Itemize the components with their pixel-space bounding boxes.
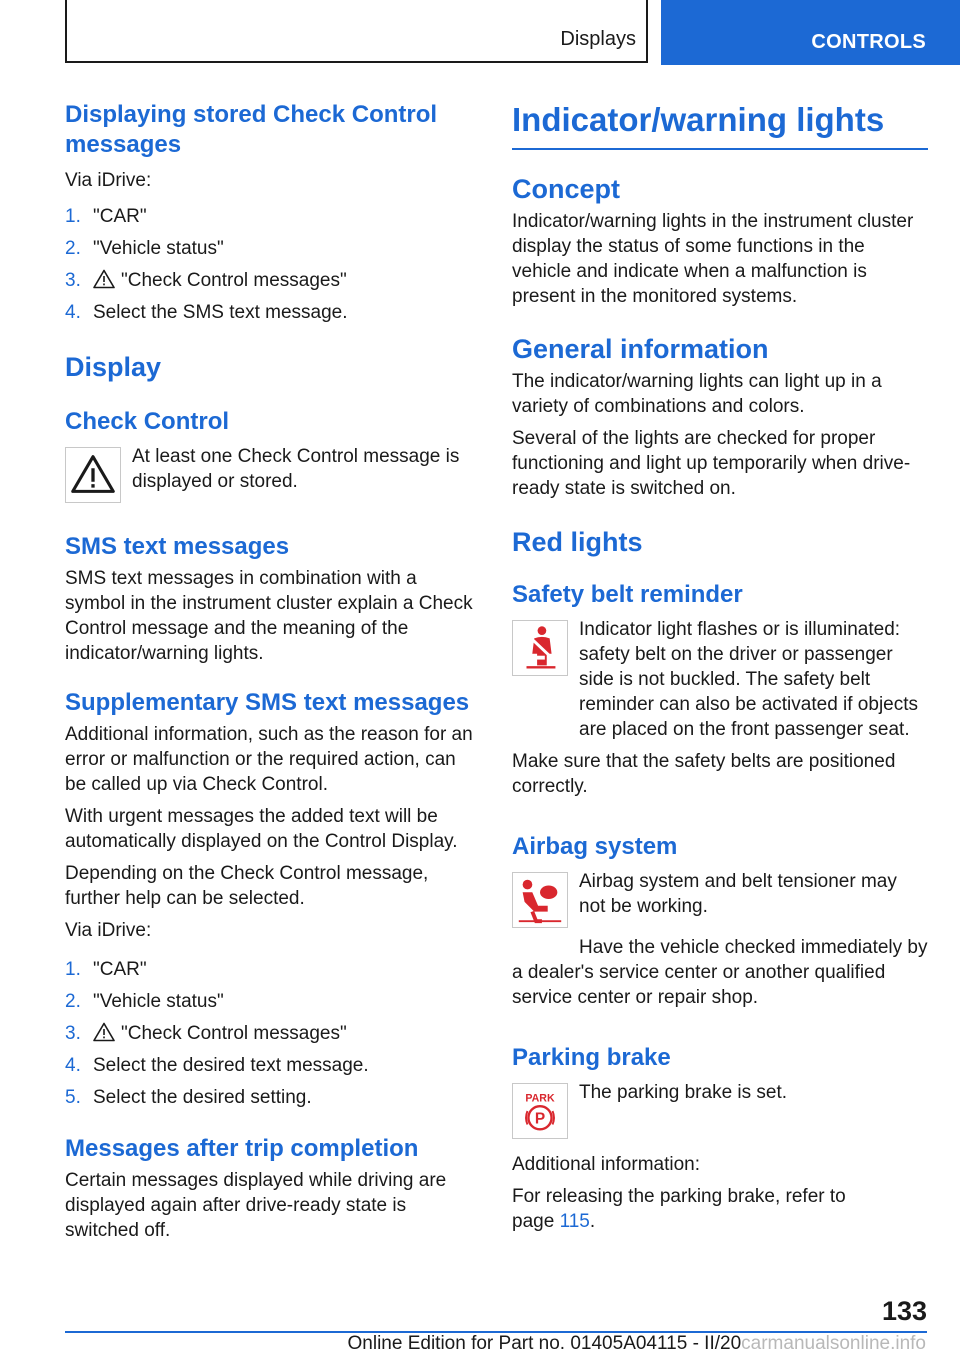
release-text: For releasing the parking brake, refer to page 115. [512,1186,846,1232]
safety-belt-p2: Make sure that the safety belts are positioned correctly. [512,751,896,797]
page-title: Indicator/warning lights [512,100,928,150]
supplementary-p3: Depending on the Check Control message, further help can be selected. [65,863,429,909]
list-item: 3. "Check Control messages" [65,1023,347,1044]
via-idrive-label: Via iDrive: [65,170,152,191]
page-number: 133 [881,1296,927,1326]
airbag-heading: Airbag system [512,833,678,860]
parking-icon-label: PARK [525,1092,555,1105]
parking-brake-heading: Parking brake [512,1044,671,1071]
parking-brake-icon [512,1083,568,1139]
general-p1: The indicator/warning lights can light up in a variety of combinations and colors. [512,371,882,417]
safety-belt-row [512,617,928,742]
airbag-row [512,869,928,929]
warning-triangle-icon [93,269,115,289]
supplementary-p1: Additional information, such as the reason for an error or malfunction or the required action, can be called up via Check Control. [65,724,473,795]
check-control-heading: Check Control [65,408,230,435]
list-item: 3. "Check Control messages" [65,270,347,291]
list-item: 1. "CAR" [65,206,147,227]
warning-triangle-icon [65,447,121,503]
steps-list-2 [65,957,478,1110]
header-frame [65,0,648,63]
left-column [65,100,478,1243]
supplementary-p2: With urgent messages the added text will be automatically displayed on the Control Display. [65,806,458,852]
footer-edition: Online Edition for Part no. 01405A04115 - II/20carmanualsonline.info [347,1333,926,1354]
stored-messages-heading: Displaying stored Check Control messages [65,101,438,158]
general-p2: Several of the lights are checked for proper functioning and light up temporarily when drive-ready state is switched on. [512,428,911,499]
display-heading: Display [65,352,162,382]
supplementary-sms-heading: Supplementary SMS text messages [65,689,470,716]
concept-text: Indicator/warning lights in the instrument cluster display the status of some functions in the vehicle and indicate when a malfunction is present in the monitored systems. [512,211,914,307]
concept-heading: Concept [512,174,620,204]
header-tab-label: CONTROLS [811,31,926,53]
safety-belt-text: Indicator light flashes or is illuminated: safety belt on the driver or passenger side is not buckled. The safety belt reminder can also be activated if objects are placed on the front passenger seat. [579,619,919,740]
additional-info-label: Additional information: [512,1154,700,1175]
parking-icon-letter: P [534,1110,546,1128]
list-item: 5. Select the desired setting. [65,1087,312,1108]
airbag-icon [512,872,568,928]
list-item: 4. Select the desired text message. [65,1055,369,1076]
list-item: 4. Select the SMS text message. [65,302,348,323]
check-control-row [65,444,478,504]
parking-brake-row [512,1080,928,1140]
list-item: 2. "Vehicle status" [65,991,224,1012]
sms-text: SMS text messages in combination with a symbol in the instrument cluster explain a Check Control message and the meaning of the indicator/warning lights. [65,568,473,664]
header-tab-controls [661,0,960,65]
warning-triangle-icon [93,1022,115,1042]
header-section-title: Displays [560,28,636,50]
watermark: carmanualsonline.info [741,1333,926,1354]
airbag-p2: Have the vehicle checked immediately by a dealer's service center or another qualified service center or repair shop. [512,937,928,1008]
trip-completion-text: Certain messages displayed while driving are displayed again after drive-ready state is switched off. [65,1170,447,1241]
list-item: 1. "CAR" [65,959,147,980]
general-info-heading: General information [512,334,769,364]
check-control-text: At least one Check Control message is displayed or stored. [132,446,460,492]
trip-completion-heading: Messages after trip completion [65,1135,419,1162]
seatbelt-icon [512,620,568,676]
steps-list-1 [65,204,478,325]
via-idrive-label: Via iDrive: [65,920,152,941]
airbag-text: Airbag system and belt tensioner may not be working. [579,871,897,917]
page-link[interactable]: 115 [559,1211,590,1232]
right-column [512,100,928,1234]
sms-heading: SMS text messages [65,533,290,560]
parking-brake-text: The parking brake is set. [579,1082,788,1103]
safety-belt-heading: Safety belt reminder [512,581,743,608]
list-item: 2. "Vehicle status" [65,238,224,259]
red-lights-heading: Red lights [512,527,643,557]
